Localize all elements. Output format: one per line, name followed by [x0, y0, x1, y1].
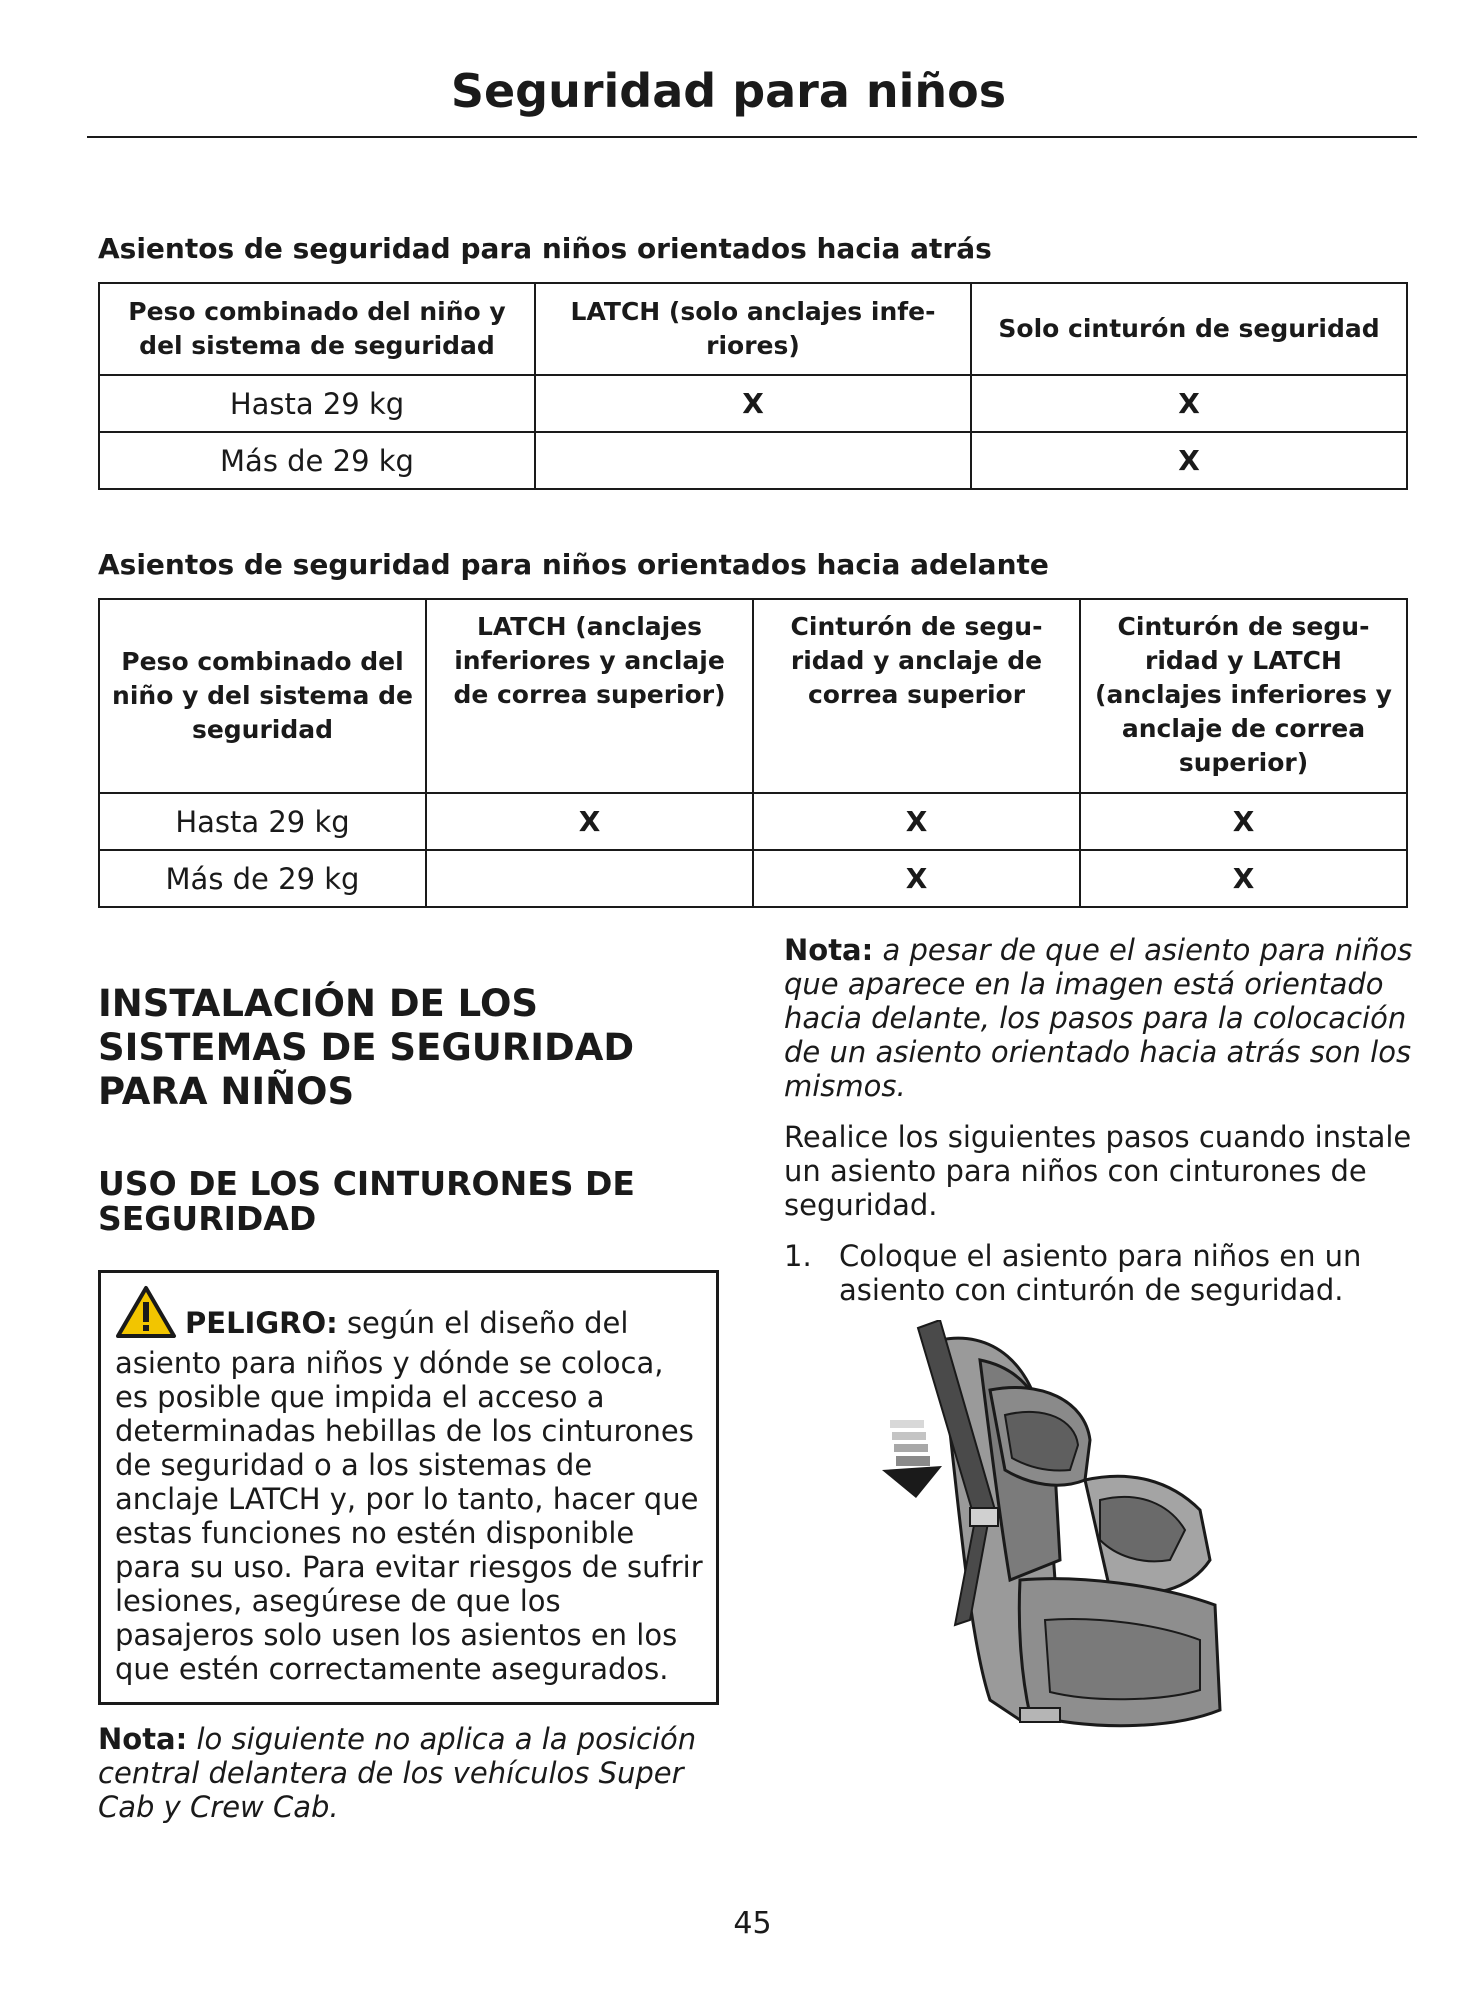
table-cell: X — [1080, 850, 1407, 907]
table-header-row — [99, 283, 1407, 375]
table-cell: Más de 29 kg — [99, 432, 535, 489]
column-header: Peso combinado del niño y del sistema de seguridad — [99, 283, 535, 375]
rear-table-heading: Asientos de seguridad para niños orientados hacia atrás — [98, 232, 992, 265]
right-note — [784, 933, 1424, 1103]
danger-text: según el diseño del asiento para niños y dónde se coloca, es posible que impida el acceso a determinadas hebillas de los cinturones de seguridad o a los sistemas de anclaje LATCH y, por lo tanto, hacer que estas funciones no estén disponible para su uso. Para evitar riesgos de sufrir lesiones, asegúrese de que los pasajeros solo usen los asientos en los que estén correctamente asegurados. — [115, 1306, 703, 1686]
table-row — [99, 793, 1407, 850]
column-header: LATCH (anclajes inferiores y anclaje de correa superior) — [426, 599, 753, 793]
danger-warning-box — [98, 1270, 719, 1705]
table-cell: X — [971, 375, 1407, 432]
note-text: a pesar de que el asiento para niños que aparece en la imagen está orientado hacia delante, los pasos para la colocación de un asiento orientado hacia atrás son los mismos. — [784, 933, 1413, 1103]
table-cell — [426, 850, 753, 907]
table-cell: X — [971, 432, 1407, 489]
column-header: LATCH (solo anclajes infe-riores) — [535, 283, 971, 375]
note-label: Nota: — [784, 933, 874, 967]
warning-triangle-icon — [115, 1285, 177, 1346]
title-divider — [87, 136, 1417, 138]
child-seat-illustration — [870, 1320, 1260, 1740]
table-header-row — [99, 599, 1407, 793]
rear-facing-table — [98, 282, 1408, 490]
forward-facing-table — [98, 598, 1408, 908]
table-cell: X — [535, 375, 971, 432]
note-label: Nota: — [98, 1722, 188, 1756]
front-table-heading: Asientos de seguridad para niños orientados hacia adelante — [98, 548, 1049, 581]
arrow-down-icon — [882, 1420, 942, 1498]
page-title: Seguridad para niños — [450, 64, 1007, 118]
left-note — [98, 1722, 718, 1824]
table-cell: X — [1080, 793, 1407, 850]
table-row — [99, 432, 1407, 489]
step-number: 1. — [784, 1239, 812, 1273]
note-text: lo siguiente no aplica a la posición central delantera de los vehículos Super Cab y Crew Cab. — [98, 1722, 697, 1824]
table-row — [99, 375, 1407, 432]
table-cell: X — [753, 793, 1080, 850]
column-header: Cinturón de segu-ridad y anclaje de correa superior — [753, 599, 1080, 793]
danger-label: PELIGRO: — [185, 1306, 338, 1340]
column-header: Solo cinturón de seguridad — [971, 283, 1407, 375]
table-row — [99, 850, 1407, 907]
page-number: 45 — [733, 1906, 772, 1941]
column-header: Peso combinado del niño y del sistema de seguridad — [99, 599, 426, 793]
table-cell: X — [753, 850, 1080, 907]
sub-heading: USO DE LOS CINTURONES DE SEGURIDAD — [98, 1164, 635, 1238]
table-cell: Más de 29 kg — [99, 850, 426, 907]
table-cell: X — [426, 793, 753, 850]
column-header: Cinturón de segu-ridad y LATCH (anclajes inferiores y anclaje de correa superior) — [1080, 599, 1407, 793]
section-heading: INSTALACIÓN DE LOS SISTEMAS DE SEGURIDAD PARA NIÑOS — [98, 982, 635, 1113]
step-text: Coloque el asiento para niños en un asiento con cinturón de seguridad. — [839, 1239, 1362, 1307]
table-cell: Hasta 29 kg — [99, 375, 535, 432]
steps-list — [784, 1239, 1424, 1307]
list-item — [784, 1239, 1424, 1307]
table-cell — [535, 432, 971, 489]
intro-paragraph: Realice los siguientes pasos cuando instale un asiento para niños con cinturones de seguridad. — [784, 1120, 1412, 1222]
table-cell: Hasta 29 kg — [99, 793, 426, 850]
